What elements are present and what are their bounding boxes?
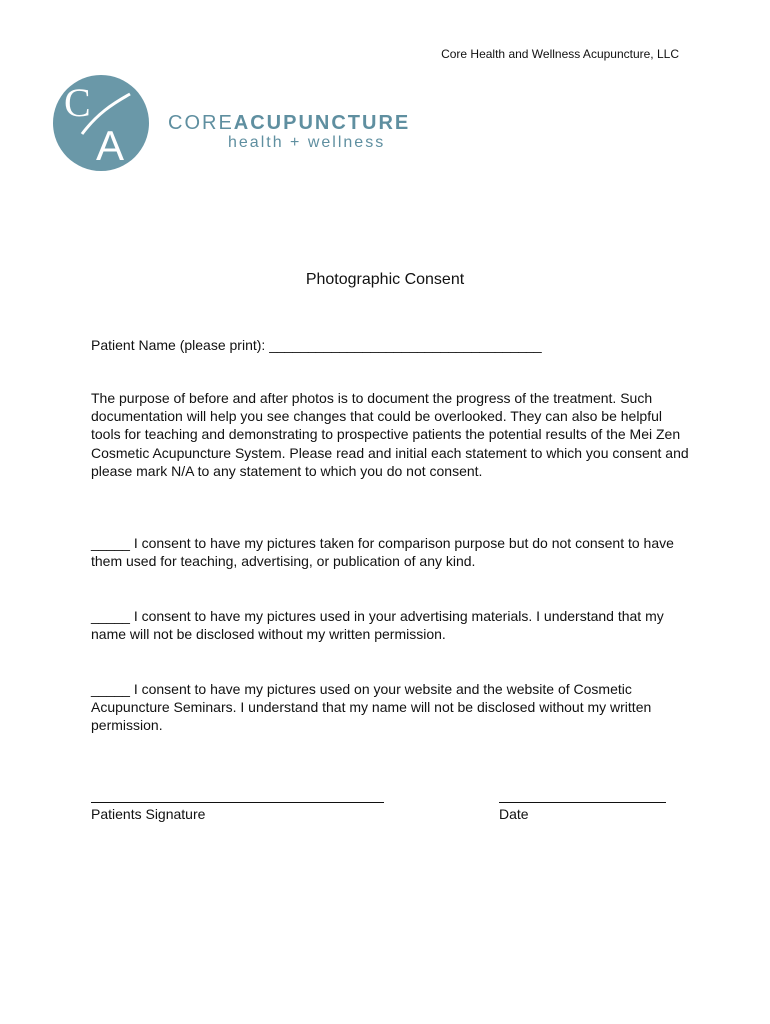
logo-name-bold: ACUPUNCTURE [233, 112, 411, 134]
document-title: Photographic Consent [305, 271, 465, 288]
date-label: Date [499, 806, 529, 822]
consent-statement-1[interactable]: _____ I consent to have my pictures taken for comparison purpose but do not consent to have them used for teaching, advertising, or publication of any kind. [91, 535, 674, 570]
consent-statement-2[interactable]: _____ I consent to have my pictures used in your advertising materials. I understand that my name will not be disclosed without my written permission. [91, 608, 664, 643]
date-line[interactable] [499, 802, 666, 803]
logo-wordmark [168, 112, 410, 152]
ca-monogram-icon [52, 74, 150, 172]
logo-tagline: health + wellness [228, 134, 386, 151]
core-acupuncture-logo [52, 74, 412, 174]
logo-name [168, 112, 410, 134]
logo-name-light: CORE [168, 112, 234, 134]
monogram-letter-c: C [64, 80, 91, 125]
monogram-letter-a: A [96, 122, 125, 169]
consent-statement-3[interactable]: _____ I consent to have my pictures used on your website and the website of Cosmetic Acupuncture Seminars. I understand that my name will not be disclosed without my written permission. [91, 681, 652, 734]
purpose-paragraph: The purpose of before and after photos is to document the progress of the treatment. Such documentation will help you see changes that could be overlooked. They can also be helpful tools for teaching and demonstrating to prospective patients the potential results of the Mei Zen Cosmetic Acupuncture System. Please read and initial each statement to which you consent and please mark N/A to any statement to which you do not consent. [91, 390, 689, 479]
patient-name-field[interactable]: Patient Name (please print): ___________________________________ [91, 337, 542, 353]
company-header: Core Health and Wellness Acupuncture, LLC [441, 47, 679, 61]
signature-label: Patients Signature [91, 806, 206, 822]
signature-line[interactable] [91, 802, 384, 803]
